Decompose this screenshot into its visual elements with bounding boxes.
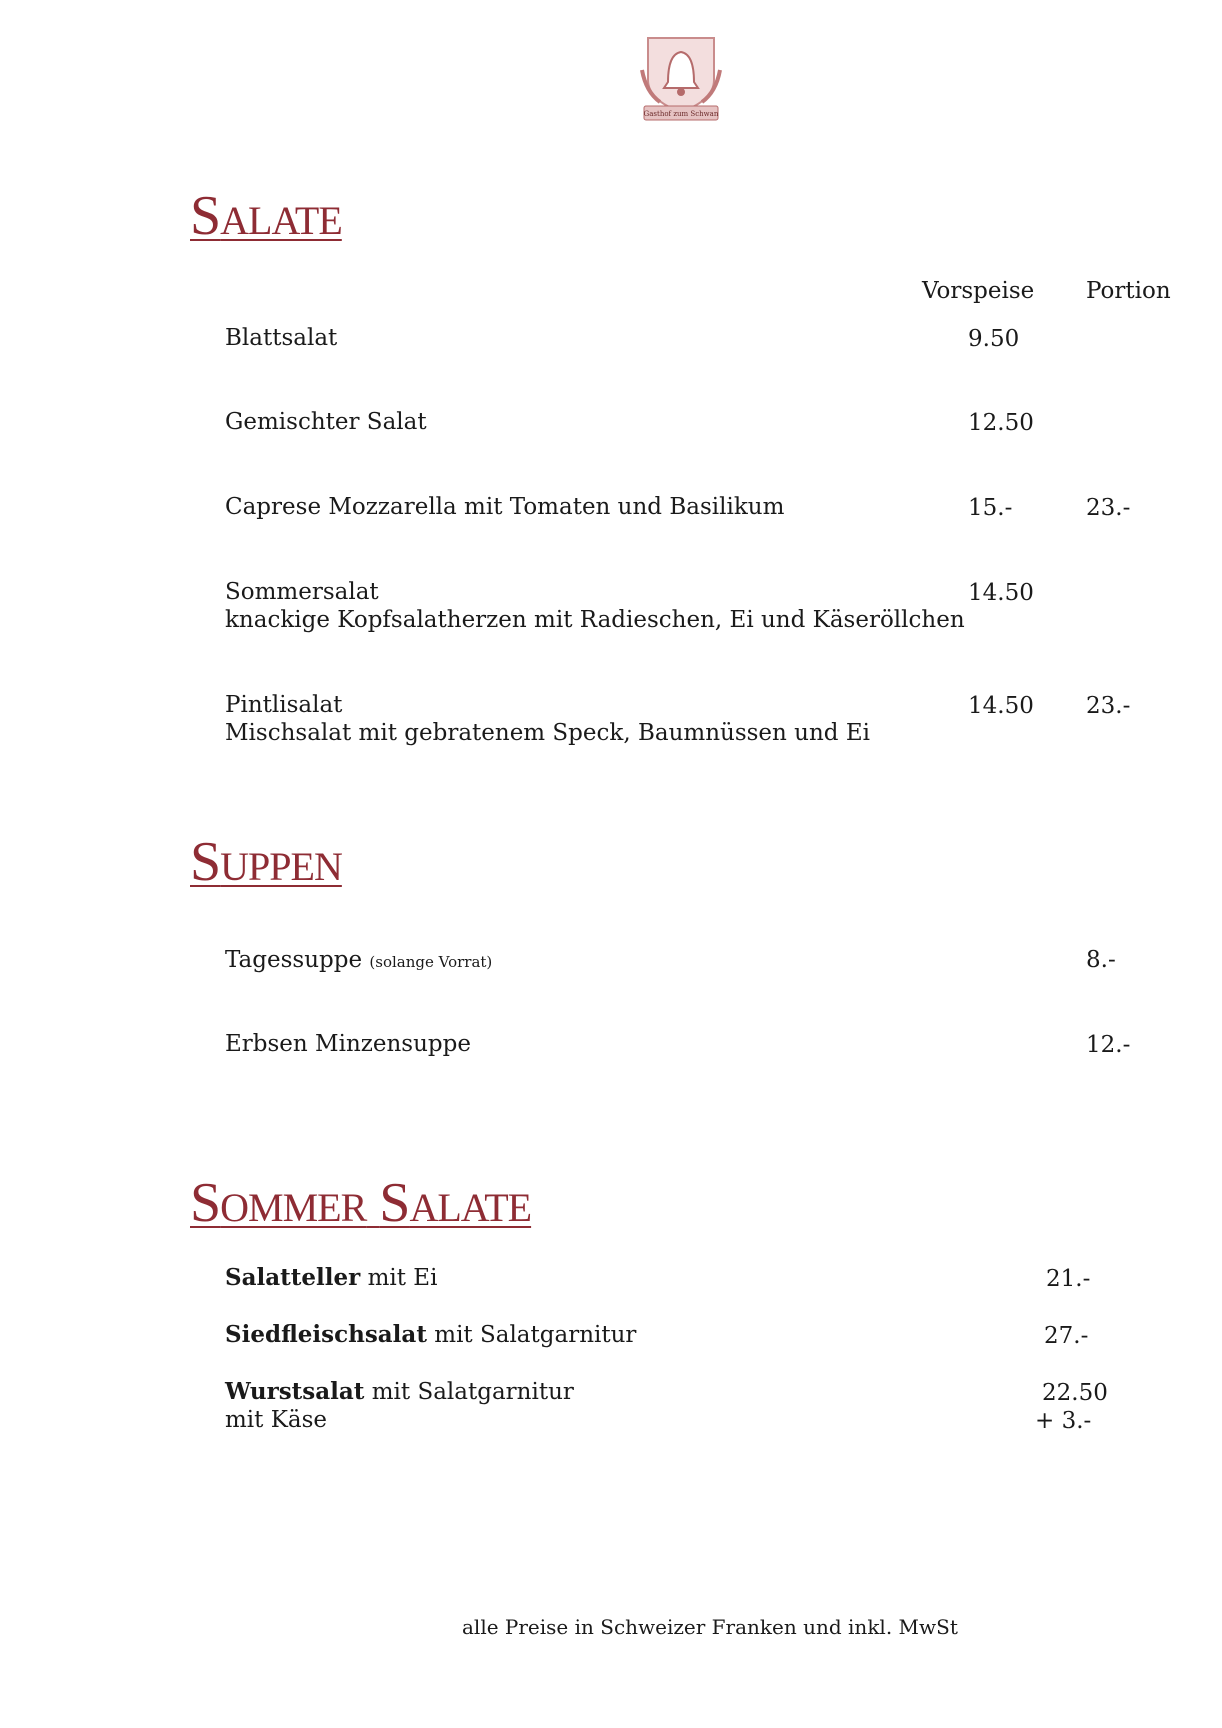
item-name-text: Tagessuppe (225, 947, 363, 973)
item-name: Sommersalat (225, 579, 379, 605)
title-rest: OMMER (220, 1185, 367, 1230)
footer-note: alle Preise in Schweizer Franken und inkl. MwSt (462, 1615, 958, 1639)
item-name-bold: Wurstsalat (225, 1378, 365, 1405)
item-name-bold: Siedfleischsalat (225, 1321, 427, 1348)
column-header-vorspeise: Vorspeise (922, 278, 1035, 304)
logo-banner-text: Gasthof zum Schwan (643, 110, 719, 118)
item-name: Caprese Mozzarella mit Tomaten und Basilikum (225, 494, 785, 520)
title-initial: S (379, 1172, 410, 1234)
item-price: 22.50 (1042, 1380, 1108, 1406)
item-price-vorspeise: 9.50 (968, 326, 1020, 352)
item-description: knackige Kopfsalatherzen mit Radieschen, Ei und Käseröllchen (225, 607, 965, 633)
item-price: 27.- (1044, 1323, 1089, 1349)
item-name: Pintlisalat (225, 692, 343, 718)
item-price-vorspeise: 12.50 (968, 410, 1034, 436)
title-rest: ALATE (409, 1185, 532, 1230)
item-extra-price: + 3.- (1035, 1408, 1092, 1434)
item-description: Mischsalat mit gebratenem Speck, Baumnüssen und Ei (225, 720, 870, 746)
item-name-rest: mit Salatgarnitur (426, 1322, 637, 1348)
item-name: Gemischter Salat (225, 409, 427, 435)
title-initial: S (190, 1172, 221, 1234)
title-rest: ALATE (220, 198, 342, 243)
title-rest: UPPEN (220, 844, 342, 889)
section-title-salate (190, 186, 342, 251)
item-name: Blattsalat (225, 325, 338, 351)
title-initial: S (190, 185, 221, 247)
item-price-portion: 23.- (1086, 495, 1131, 521)
item-name-rest: mit Salatgarnitur (364, 1379, 574, 1405)
title-initial: S (190, 831, 221, 893)
section-title-sommer-salate (190, 1173, 531, 1238)
item-price-portion: 23.- (1086, 693, 1131, 719)
item-price: 8.- (1086, 947, 1116, 973)
item-name-rest: mit Ei (360, 1265, 438, 1291)
item-name (225, 1378, 574, 1406)
item-name: Erbsen Minzensuppe (225, 1031, 471, 1057)
item-extra: mit Käse (225, 1407, 328, 1433)
section-title-suppen (190, 832, 342, 897)
item-price: 12.- (1086, 1032, 1131, 1058)
item-note: (solange Vorrat) (369, 953, 493, 971)
column-header-portion: Portion (1086, 278, 1171, 304)
restaurant-logo-icon (638, 30, 724, 124)
item-name (225, 1264, 437, 1292)
item-name (225, 946, 492, 976)
item-price-vorspeise: 14.50 (968, 580, 1034, 606)
bell-crest-icon (642, 38, 720, 112)
item-price-vorspeise: 15.- (968, 495, 1013, 521)
item-name-bold: Salatteller (225, 1264, 361, 1291)
item-price: 21.- (1046, 1266, 1091, 1292)
item-name (225, 1321, 636, 1349)
item-price-vorspeise: 14.50 (968, 693, 1034, 719)
